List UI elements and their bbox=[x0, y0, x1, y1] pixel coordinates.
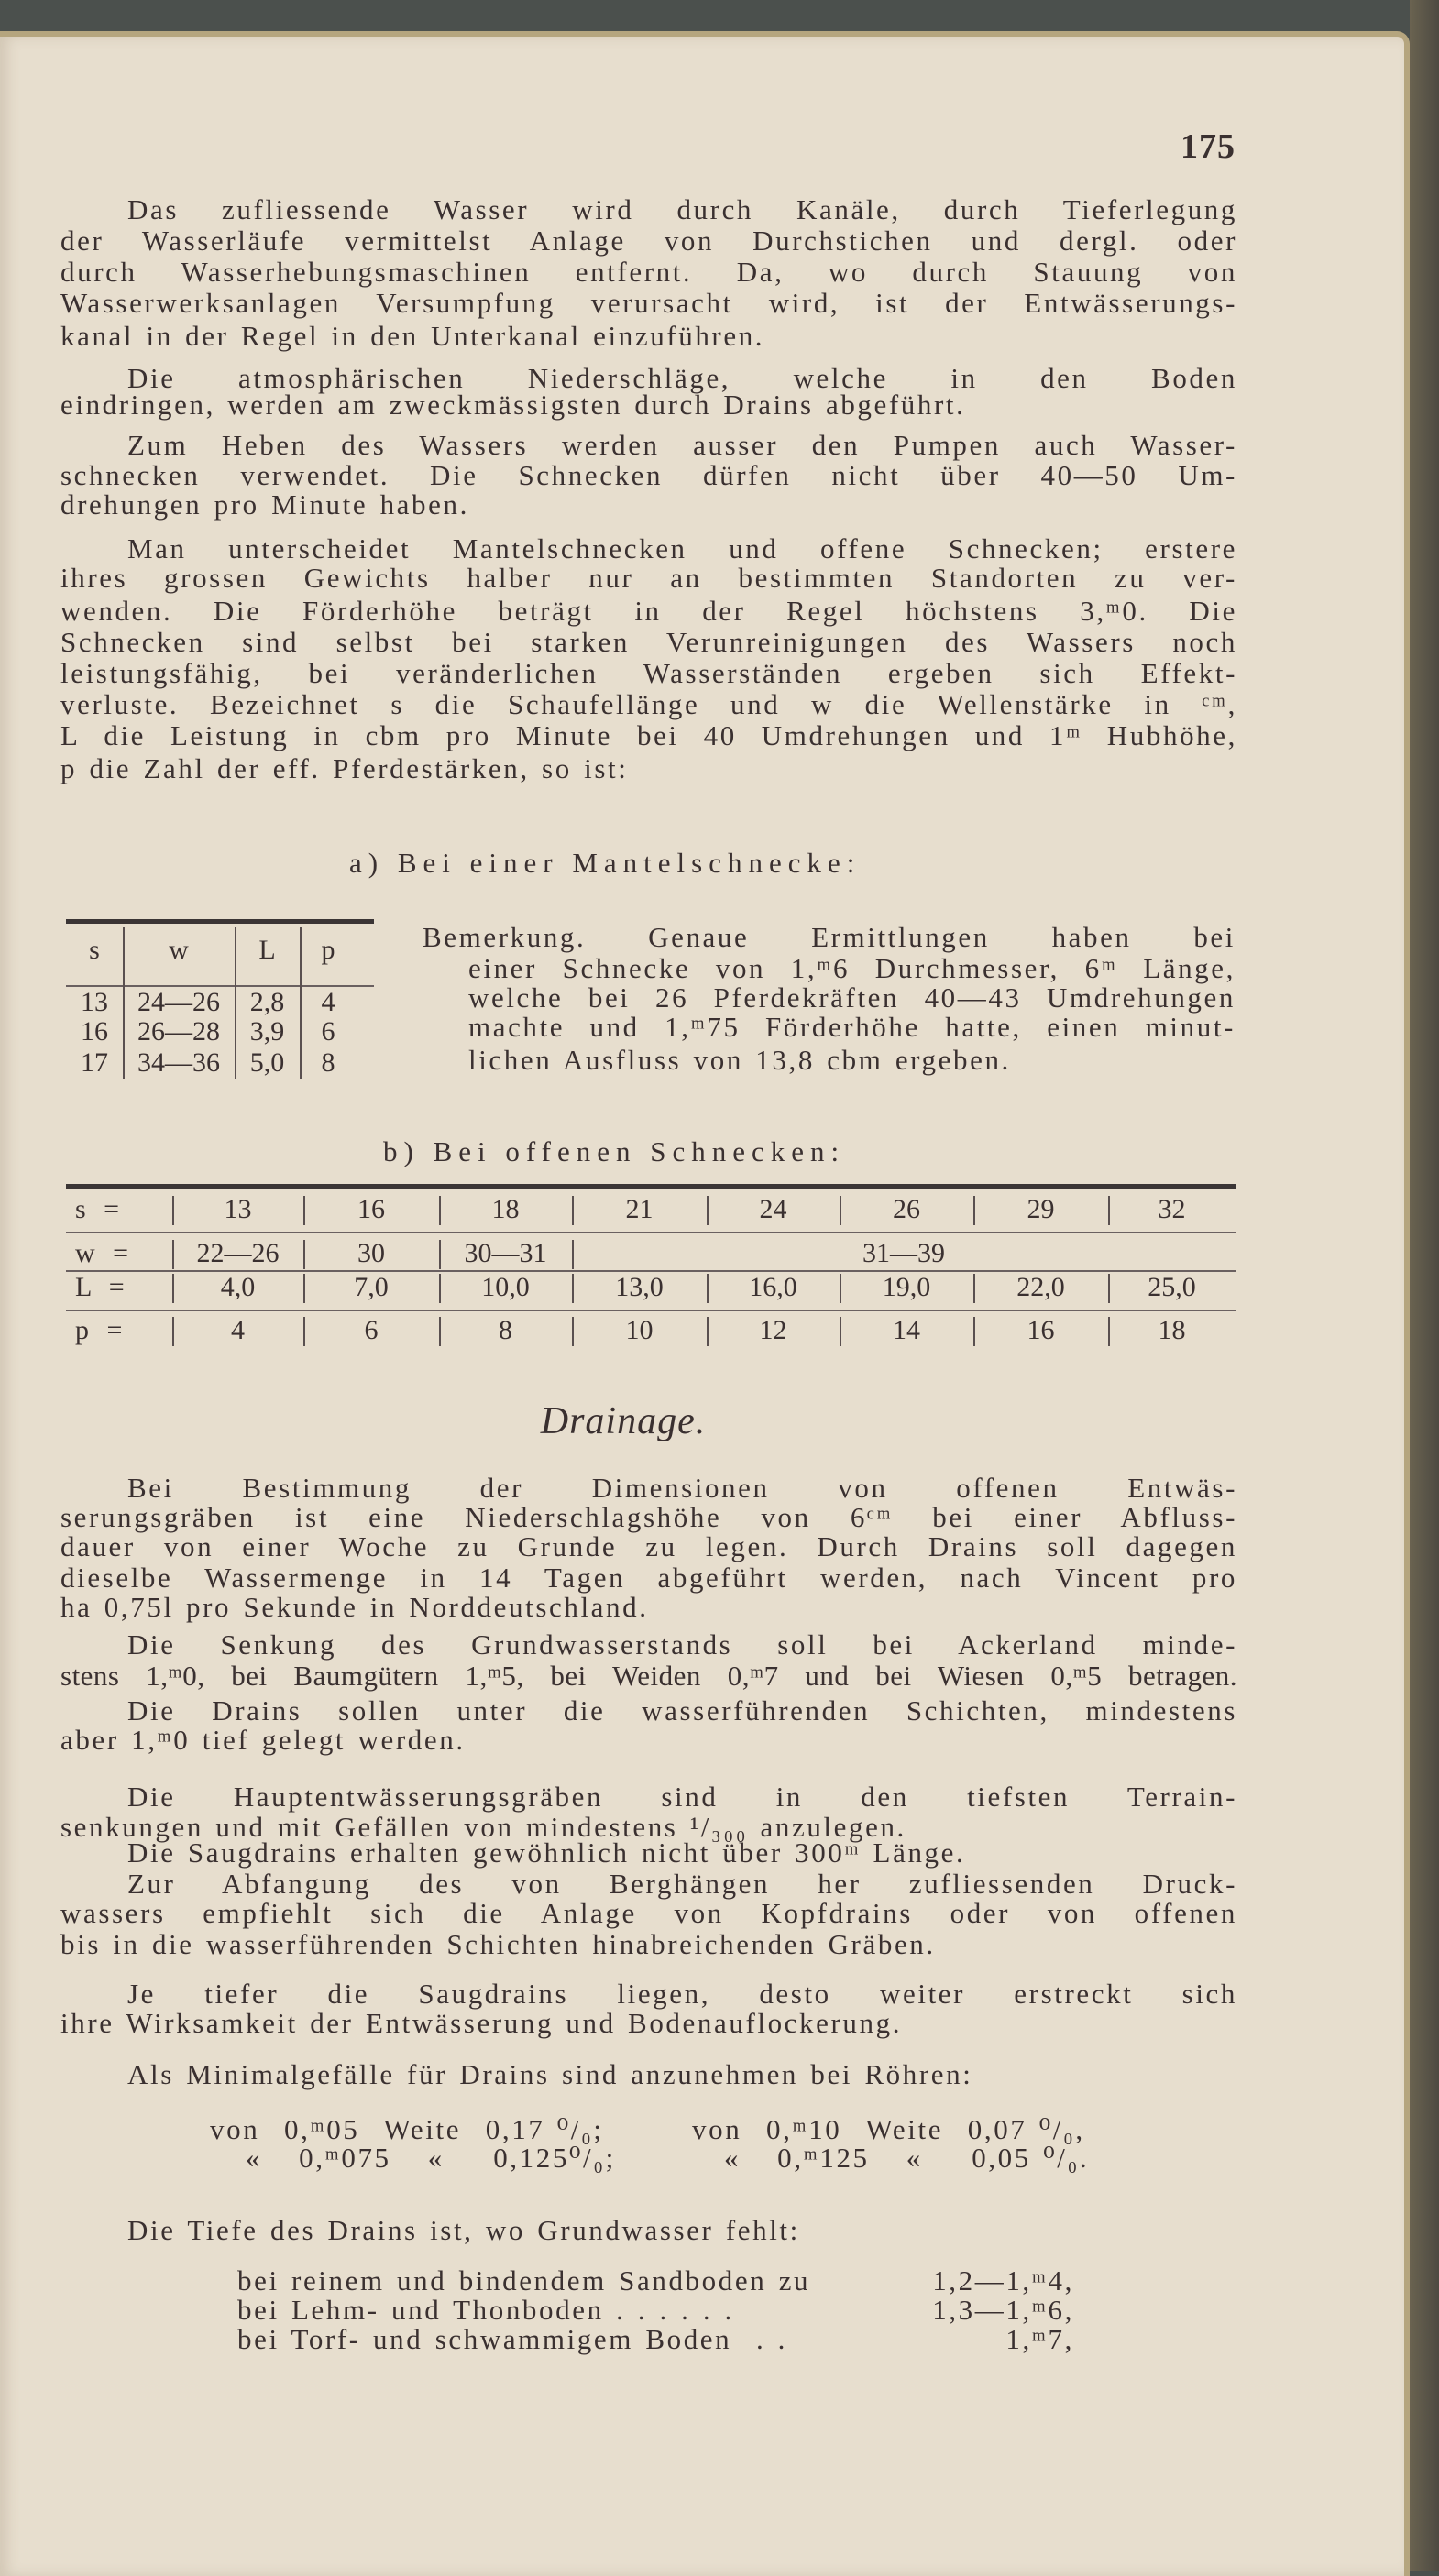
table-cell: 5,0 bbox=[249, 1047, 285, 1078]
text-line: bis in die wasserführenden Schichten hinabreichenden Gräben. bbox=[60, 1928, 936, 1960]
table-cell: 4 bbox=[231, 1315, 245, 1345]
column-divider bbox=[840, 1196, 841, 1225]
column-divider bbox=[439, 1240, 441, 1269]
row-label: L = bbox=[75, 1272, 130, 1302]
column-divider bbox=[172, 1240, 174, 1269]
gradient-entry: von 0,ᵐ10 Weite 0,07 ⁰/₀, bbox=[692, 2113, 1085, 2145]
column-divider bbox=[840, 1317, 841, 1346]
table-cell: 22—26 bbox=[196, 1238, 280, 1268]
text-line: L die Leistung in cbm pro Minute bei 40 Umdrehungen und 1ᵐ Hubhöhe, bbox=[60, 719, 1237, 751]
table-cell: 30—31 bbox=[464, 1238, 547, 1268]
table-cell: 6 bbox=[364, 1315, 379, 1345]
table-cell: 32 bbox=[1158, 1194, 1186, 1224]
column-divider bbox=[172, 1274, 174, 1303]
remark-line: einer Schnecke von 1,ᵐ6 Durchmesser, 6ᵐ Länge, bbox=[468, 952, 1236, 984]
table-cell: 13 bbox=[81, 987, 108, 1017]
text-line: Zum Heben des Wassers werden ausser den Pumpen auch Wasser- bbox=[127, 429, 1237, 461]
remark-line: welche bei 26 Pferdekräften 40—43 Umdrehungen bbox=[468, 981, 1236, 1014]
page-number: 175 bbox=[1181, 127, 1236, 166]
column-divider bbox=[1108, 1317, 1110, 1346]
text-line: drehungen pro Minute haben. bbox=[60, 488, 469, 521]
text-line: verluste. Bezeichnet s die Schaufellänge und w die Wellenstärke in ᶜᵐ, bbox=[60, 688, 1237, 720]
section-b-heading: b) Bei offenen Schnecken: bbox=[383, 1135, 846, 1167]
text-line: der Wasserläufe vermittelst Anlage von Durchstichen und dergl. oder bbox=[60, 225, 1237, 257]
table-cell: 16,0 bbox=[749, 1272, 797, 1302]
text-line: Das zufliessende Wasser wird durch Kanäle, durch Tieferlegung bbox=[127, 193, 1237, 225]
table-top-rule bbox=[66, 919, 374, 924]
column-divider bbox=[439, 1274, 441, 1303]
text-line: Die Drains sollen unter die wasserführenden Schichten, mindestens bbox=[127, 1694, 1237, 1726]
depth-value: 1,ᵐ7, bbox=[1005, 2323, 1074, 2355]
table-cell: 7,0 bbox=[354, 1272, 389, 1302]
table-cell: 29 bbox=[1027, 1194, 1055, 1224]
depth-value: 1,3—1,ᵐ6, bbox=[932, 2294, 1074, 2326]
depth-soil: bei Lehm- und Thonboden . . . . . . bbox=[237, 2294, 734, 2326]
text-line: Schnecken sind selbst bei starken Verunreinigungen des Wassers noch bbox=[60, 626, 1237, 658]
table-cell: 16 bbox=[81, 1016, 108, 1047]
row-label: w = bbox=[75, 1238, 135, 1268]
table-cell: 10 bbox=[625, 1315, 654, 1345]
column-divider bbox=[572, 1317, 574, 1346]
table-cell: 25,0 bbox=[1148, 1272, 1196, 1302]
table-cell: 18 bbox=[491, 1194, 520, 1224]
text-line: ihres grossen Gewichts halber nur an bestimmten Standorten zu ver- bbox=[60, 562, 1237, 594]
column-divider bbox=[172, 1196, 174, 1225]
table-cell: 14 bbox=[893, 1315, 920, 1345]
table-cell: 8 bbox=[499, 1315, 512, 1345]
table-cell: 17 bbox=[81, 1047, 108, 1078]
header-l: L bbox=[258, 935, 276, 965]
table-cell: 12 bbox=[759, 1315, 787, 1345]
column-divider bbox=[572, 1274, 574, 1303]
column-divider bbox=[973, 1317, 975, 1346]
text-line: Die Saugdrains erhalten gewöhnlich nicht über 300ᵐ Länge. bbox=[127, 1836, 966, 1869]
text-line: Die atmosphärischen Niederschläge, welche in den Boden bbox=[127, 362, 1237, 394]
book-edge bbox=[1410, 0, 1439, 2571]
text-line: senkungen und mit Gefällen von mindestens ¹/₃₀₀ anzulegen. bbox=[60, 1811, 906, 1843]
column-divider bbox=[707, 1196, 709, 1225]
column-divider bbox=[1108, 1196, 1110, 1225]
text-line: schnecken verwendet. Die Schnecken dürfen nicht über 40—50 Um- bbox=[60, 459, 1237, 491]
text-line: eindringen, werden am zweckmässigsten durch Drains abgeführt. bbox=[60, 389, 966, 421]
text-line: Je tiefer die Saugdrains liegen, desto weiter erstreckt sich bbox=[127, 1978, 1237, 2010]
text-line: serungsgräben ist eine Niederschlagshöhe von 6ᶜᵐ bei einer Abfluss- bbox=[60, 1501, 1237, 1533]
column-divider bbox=[303, 1196, 305, 1225]
text-line: Man unterscheidet Mantelschnecken und offene Schnecken; erstere bbox=[127, 532, 1237, 565]
column-divider bbox=[707, 1274, 709, 1303]
column-divider bbox=[303, 1317, 305, 1346]
row-label: s = bbox=[75, 1194, 126, 1224]
table-cell: 13,0 bbox=[615, 1272, 664, 1302]
table-cell: 18 bbox=[1158, 1315, 1186, 1345]
column-divider bbox=[1108, 1274, 1110, 1303]
depth-soil: bei reinem und bindendem Sandboden zu bbox=[237, 2264, 811, 2296]
table-cell: 19,0 bbox=[882, 1272, 931, 1302]
text-line: Die Hauptentwässerungsgräben sind in den tiefsten Terrain- bbox=[127, 1781, 1237, 1813]
table-cell: 16 bbox=[1027, 1315, 1055, 1345]
header-s: s bbox=[89, 935, 100, 965]
text-line: p die Zahl der eff. Pferdestärken, so ist: bbox=[60, 752, 629, 784]
row-rule bbox=[66, 1310, 1236, 1311]
text-line: Zur Abfangung des von Berghängen her zufliessenden Druck- bbox=[127, 1868, 1237, 1900]
header-p: p bbox=[321, 935, 335, 965]
depth-soil: bei Torf- und schwammigem Boden . . bbox=[237, 2323, 788, 2355]
column-divider bbox=[973, 1196, 975, 1225]
text-line: aber 1,ᵐ0 tief gelegt werden. bbox=[60, 1724, 466, 1756]
section-a-heading: a) Bei einer Mantelschnecke: bbox=[349, 847, 862, 879]
table-cell: 22,0 bbox=[1016, 1272, 1065, 1302]
column-divider bbox=[840, 1274, 841, 1303]
table-cell: 10,0 bbox=[481, 1272, 530, 1302]
text-line: kanal in der Regel in den Unterkanal einzuführen. bbox=[60, 320, 765, 352]
column-divider bbox=[707, 1317, 709, 1346]
table-cell: 13 bbox=[224, 1194, 252, 1224]
table-cell: 24 bbox=[759, 1194, 787, 1224]
table-cell: 26 bbox=[893, 1194, 920, 1224]
column-divider bbox=[439, 1196, 441, 1225]
header-w: w bbox=[169, 935, 189, 965]
table-top-rule bbox=[66, 1184, 1236, 1189]
table-cell: 26—28 bbox=[137, 1016, 220, 1047]
text-line: ha 0,75l pro Sekunde in Norddeutschland. bbox=[60, 1591, 649, 1623]
text-line: leistungsfähig, bei veränderlichen Wasserständen ergeben sich Effekt- bbox=[60, 657, 1237, 689]
table-cell: 2,8 bbox=[249, 987, 285, 1017]
table-cell: 8 bbox=[321, 1047, 335, 1078]
table-cell: 3,9 bbox=[249, 1016, 285, 1047]
text-line: wassers empfiehlt sich die Anlage von Kopfdrains oder von offenen bbox=[60, 1897, 1237, 1929]
text-line: ihre Wirksamkeit der Entwässerung und Bodenauflockerung. bbox=[60, 2007, 903, 2039]
table-cell: 24—26 bbox=[137, 987, 220, 1017]
section-title-drainage: Drainage. bbox=[540, 1400, 707, 1442]
text-line: wenden. Die Förderhöhe beträgt in der Regel höchstens 3,ᵐ0. Die bbox=[60, 595, 1237, 627]
remark-line: lichen Ausfluss von 13,8 cbm ergeben. bbox=[468, 1044, 1011, 1076]
table-cell: 21 bbox=[625, 1194, 654, 1224]
column-divider bbox=[973, 1274, 975, 1303]
text-line: dieselbe Wassermenge in 14 Tagen abgeführt werden, nach Vincent pro bbox=[60, 1562, 1237, 1594]
table-cell-merged: 31—39 bbox=[862, 1238, 945, 1268]
table-cell: 16 bbox=[357, 1194, 385, 1224]
gradient-entry: « 0,ᵐ075 « 0,125⁰/₀; bbox=[246, 2142, 616, 2174]
table-cell: 4,0 bbox=[220, 1272, 256, 1302]
table-cell: 30 bbox=[357, 1238, 385, 1268]
remark-line: machte und 1,ᵐ75 Förderhöhe hatte, einen minut- bbox=[468, 1011, 1236, 1043]
text-line: Die Senkung des Grundwasserstands soll bei Ackerland minde- bbox=[127, 1628, 1237, 1661]
row-rule bbox=[66, 1232, 1236, 1233]
text-line: Bei Bestimmung der Dimensionen von offenen Entwäs- bbox=[127, 1472, 1237, 1504]
text-line: durch Wasserhebungsmaschinen entfernt. Da, wo durch Stauung von bbox=[60, 256, 1237, 288]
column-divider bbox=[303, 1240, 305, 1269]
column-divider bbox=[572, 1196, 574, 1225]
text-line: stens 1,ᵐ0, bei Baumgütern 1,ᵐ5, bei Weiden 0,ᵐ7 und bei Wiesen 0,ᵐ5 betragen. bbox=[60, 1660, 1237, 1692]
text-line: Wasserwerksanlagen Versumpfung verursacht wird, ist der Entwässerungs- bbox=[60, 287, 1237, 319]
column-divider bbox=[172, 1317, 174, 1346]
depth-intro: Die Tiefe des Drains ist, wo Grundwasser fehlt: bbox=[127, 2214, 800, 2246]
table-cell: 4 bbox=[321, 987, 335, 1017]
text-line: Als Minimalgefälle für Drains sind anzunehmen bei Röhren: bbox=[127, 2058, 973, 2090]
text-line: dauer von einer Woche zu Grunde zu legen. Durch Drains soll dagegen bbox=[60, 1530, 1237, 1562]
gradient-entry: von 0,ᵐ05 Weite 0,17 ⁰/₀; bbox=[210, 2113, 604, 2145]
depth-value: 1,2—1,ᵐ4, bbox=[932, 2264, 1074, 2296]
column-divider bbox=[303, 1274, 305, 1303]
remark-line: Bemerkung. Genaue Ermittlungen haben bei bbox=[423, 921, 1236, 953]
table-cell: 34—36 bbox=[137, 1047, 220, 1078]
row-label: p = bbox=[75, 1315, 128, 1345]
column-divider bbox=[439, 1317, 441, 1346]
gradient-entry: « 0,ᵐ125 « 0,05 ⁰/₀. bbox=[724, 2142, 1090, 2174]
table-cell: 6 bbox=[321, 1016, 335, 1047]
